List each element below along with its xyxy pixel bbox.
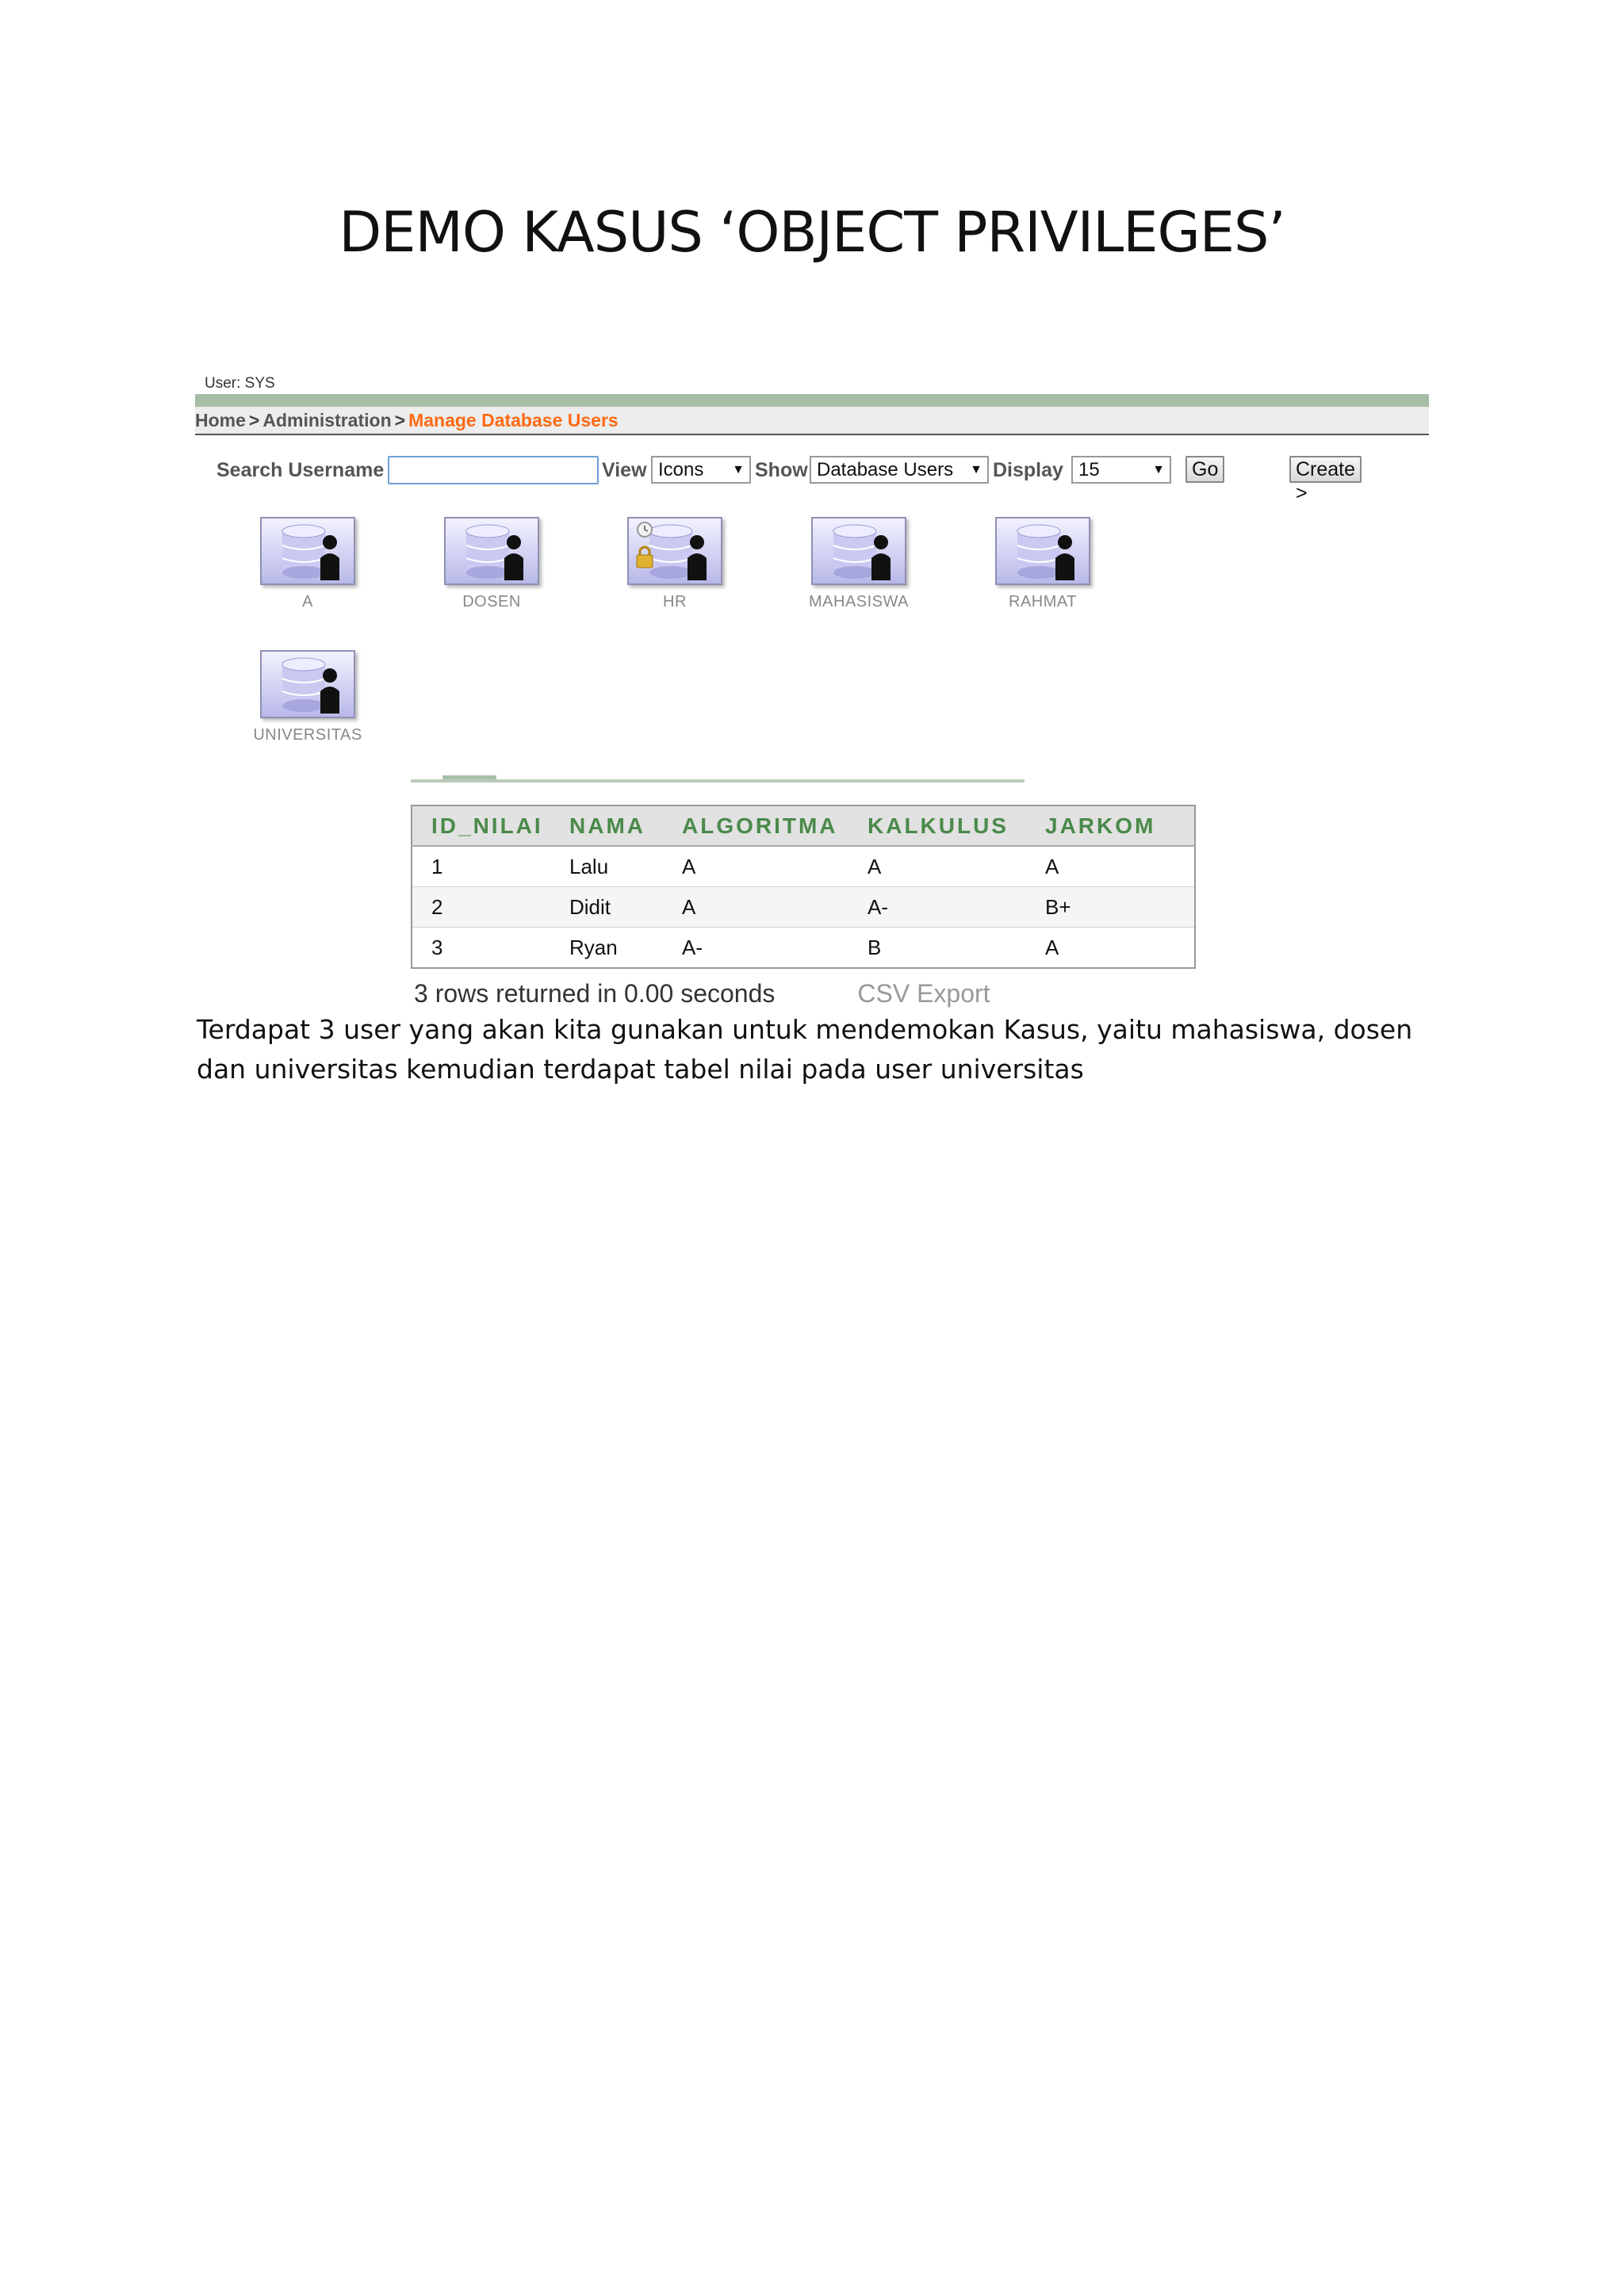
database-user-icon	[995, 517, 1090, 585]
user-tile-dosen[interactable]	[428, 517, 555, 611]
table-cell: Lalu	[550, 846, 663, 887]
rows-returned-text: 3 rows returned in 0.00 seconds	[414, 979, 776, 1008]
region-divider	[411, 779, 1025, 783]
database-user-icon	[260, 650, 355, 718]
view-select[interactable]	[651, 456, 751, 484]
table-cell: Ryan	[550, 928, 663, 969]
user-name: DOSEN	[462, 593, 521, 610]
expired-clock-icon	[638, 522, 652, 537]
breadcrumb	[195, 407, 1429, 435]
database-user-icon	[260, 517, 355, 585]
region-tab-marker	[442, 775, 496, 779]
table-cell: 2	[412, 887, 550, 928]
table-cell: A-	[663, 928, 848, 969]
breadcrumb-separator: >	[248, 410, 260, 430]
breadcrumb-separator: >	[394, 410, 406, 430]
breadcrumb-current: Manage Database Users	[408, 410, 619, 430]
user-name: MAHASISWA	[809, 593, 909, 610]
dropdown-arrow-icon: ▼	[970, 463, 982, 476]
apex-screenshot	[195, 369, 1429, 1008]
table-cell: A-	[848, 887, 1026, 928]
nilai-table	[411, 805, 1196, 969]
user-name: UNIVERSITAS	[253, 726, 362, 744]
view-label: View	[602, 459, 647, 481]
user-name: A	[302, 593, 313, 610]
column-header: NAMA	[550, 806, 663, 846]
table-row	[412, 846, 1195, 887]
user-name: RAHMAT	[1009, 593, 1077, 610]
table-row	[412, 887, 1195, 928]
search-username-input[interactable]	[388, 456, 599, 484]
dropdown-arrow-icon: ▼	[1152, 463, 1165, 476]
go-button[interactable]: Go	[1185, 456, 1224, 483]
table-cell: Didit	[550, 887, 663, 928]
database-user-icon	[444, 517, 539, 585]
table-cell: 3	[412, 928, 550, 969]
column-header: ALGORITMA	[663, 806, 848, 846]
locked-expired-database-user-icon	[627, 517, 722, 585]
table-cell: B	[848, 928, 1026, 969]
user-tile-mahasiswa[interactable]	[795, 517, 922, 611]
user-tile-hr[interactable]	[611, 517, 738, 611]
page-title: DEMO KASUS ‘OBJECT PRIVILEGES’	[339, 200, 1285, 265]
table-cell: A	[663, 887, 848, 928]
column-header: KALKULUS	[848, 806, 1026, 846]
header-band	[195, 394, 1429, 407]
table-row	[412, 928, 1195, 969]
search-username-label: Search Username	[216, 459, 385, 481]
display-label: Display	[993, 459, 1063, 481]
column-header: JARKOM	[1026, 806, 1195, 846]
database-user-icon	[811, 517, 906, 585]
current-user-label: User: SYS	[205, 375, 275, 392]
table-cell: A	[848, 846, 1026, 887]
caption-paragraph: Terdapat 3 user yang akan kita gunakan untuk mendemokan Kasus, yaitu mahasiswa, dosen dan universitas kemudian terdapat tabel nilai pada user universitas	[197, 1014, 1413, 1085]
table-header-row	[412, 806, 1195, 846]
breadcrumb-administration[interactable]: Administration	[262, 410, 392, 430]
csv-export-link[interactable]: CSV Export	[857, 979, 990, 1008]
table-cell: A	[1026, 846, 1195, 887]
display-select-value: 15	[1078, 459, 1100, 480]
table-cell: B+	[1026, 887, 1195, 928]
view-select-value: Icons	[658, 459, 704, 480]
table-cell: A	[1026, 928, 1195, 969]
user-tile-a[interactable]	[244, 517, 371, 611]
table-cell: 1	[412, 846, 550, 887]
breadcrumb-home[interactable]: Home	[195, 410, 246, 430]
show-label: Show	[755, 459, 808, 481]
user-name: HR	[663, 593, 687, 610]
create-button[interactable]: Create >	[1289, 456, 1362, 483]
table-cell: A	[663, 846, 848, 887]
show-select-value: Database Users	[817, 459, 954, 480]
user-tile-universitas[interactable]	[244, 650, 371, 744]
user-tile-rahmat[interactable]	[979, 517, 1106, 611]
display-select[interactable]	[1071, 456, 1171, 484]
lock-icon	[637, 547, 653, 568]
column-header: ID_NILAI	[412, 806, 550, 846]
table-footer	[414, 979, 990, 1008]
show-select[interactable]	[810, 456, 989, 484]
dropdown-arrow-icon: ▼	[732, 463, 745, 476]
